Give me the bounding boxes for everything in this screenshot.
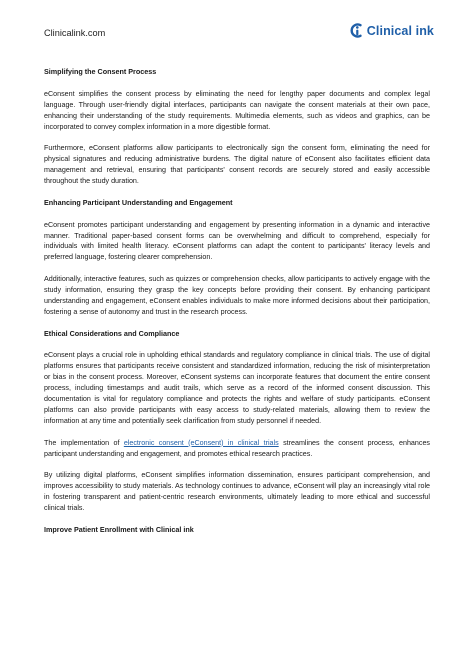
paragraph: eConsent plays a crucial role in upholding ethical standards and regulatory compliance in clinical trials. The use of digital platforms ensures that participants receive consistent and standardized information, reducing the risk of misinterpretation or bias in the consent process. Moreover, eConsent systems can incorporate features that document the entire consent process, including timestamps and audit trails, which serve as a record of the informed consent discussion. This documentation is vital for regulatory compliance and protects the rights and welfare of study participants. eConsent platforms can also provide participants with easy access to study-related materials, allowing them to review the information at any time and potentially seek clarification from study personnel if needed. — [44, 351, 430, 425]
section-heading: Ethical Considerations and Compliance — [44, 328, 180, 338]
link-paragraph-suffix: streamlines the consent process, enhances participant understanding and engagement, and promotes ethical research practices. — [44, 438, 430, 458]
site-name: Clinicalink.com — [44, 28, 106, 38]
link-paragraph-prefix: The implementation of — [44, 438, 124, 447]
paragraph: Additionally, interactive features, such as quizzes or comprehension checks, allow participants to actively engage with the study information, ensuring they grasp the key concepts before providing their consent. By enhancing participant understanding and engagement, eConsent enables individuals to make more informed decisions about their participation, fostering a sense of autonomy and trust in the research process. — [44, 275, 430, 316]
logo-text: Clinical ink — [366, 23, 434, 38]
section-heading: Enhancing Participant Understanding and Engagement — [44, 197, 233, 207]
section-heading: Improve Patient Enrollment with Clinical ink — [44, 524, 194, 534]
econsent-link[interactable]: electronic consent (eConsent) in clinical trials — [123, 438, 279, 447]
article-body — [44, 67, 430, 547]
section-heading: Simplifying the Consent Process — [44, 67, 157, 76]
paragraph: eConsent promotes participant understanding and engagement by presenting information in a dynamic and interactive manner. Traditional paper-based consent forms can be overwhelming and difficult to comprehend, especially for individuals with limited health literacy. eConsent platforms can adapt the content to participants' literacy levels and preferred language, fostering clearer comprehension. — [44, 220, 430, 262]
clinical-ink-logo-icon — [349, 22, 364, 39]
paragraph: Furthermore, eConsent platforms allow participants to electronically sign the consent form, eliminating the need for physical signatures and reducing administrative burdens. The digital nature of eConsent also facilitates efficient data management and retrieval, ensuring that participants' consent records are securely stored and easily accessible throughout the study duration. — [44, 144, 430, 186]
paragraph: By utilizing digital platforms, eConsent simplifies information dissemination, ensures participant comprehension, and improves accessibility to study materials. As technology continues to advance, eConsent will play an increasingly vital role in fostering transparent and patient-centric research environments, ultimately leading to more ethical and successful clinical trials. — [44, 471, 430, 513]
clinical-ink-logo[interactable] — [349, 22, 434, 39]
paragraph-with-link — [44, 438, 430, 460]
paragraph: eConsent simplifies the consent process by eliminating the need for lengthy paper documents and complex legal language. Through user-friendly digital interfaces, participants can navigate the consent materials at their own pace, enhancing their understanding of the study requirements. Multimedia elements, such as videos and graphics, can be incorporated to convey complex information in a more digestible format. — [44, 89, 430, 131]
